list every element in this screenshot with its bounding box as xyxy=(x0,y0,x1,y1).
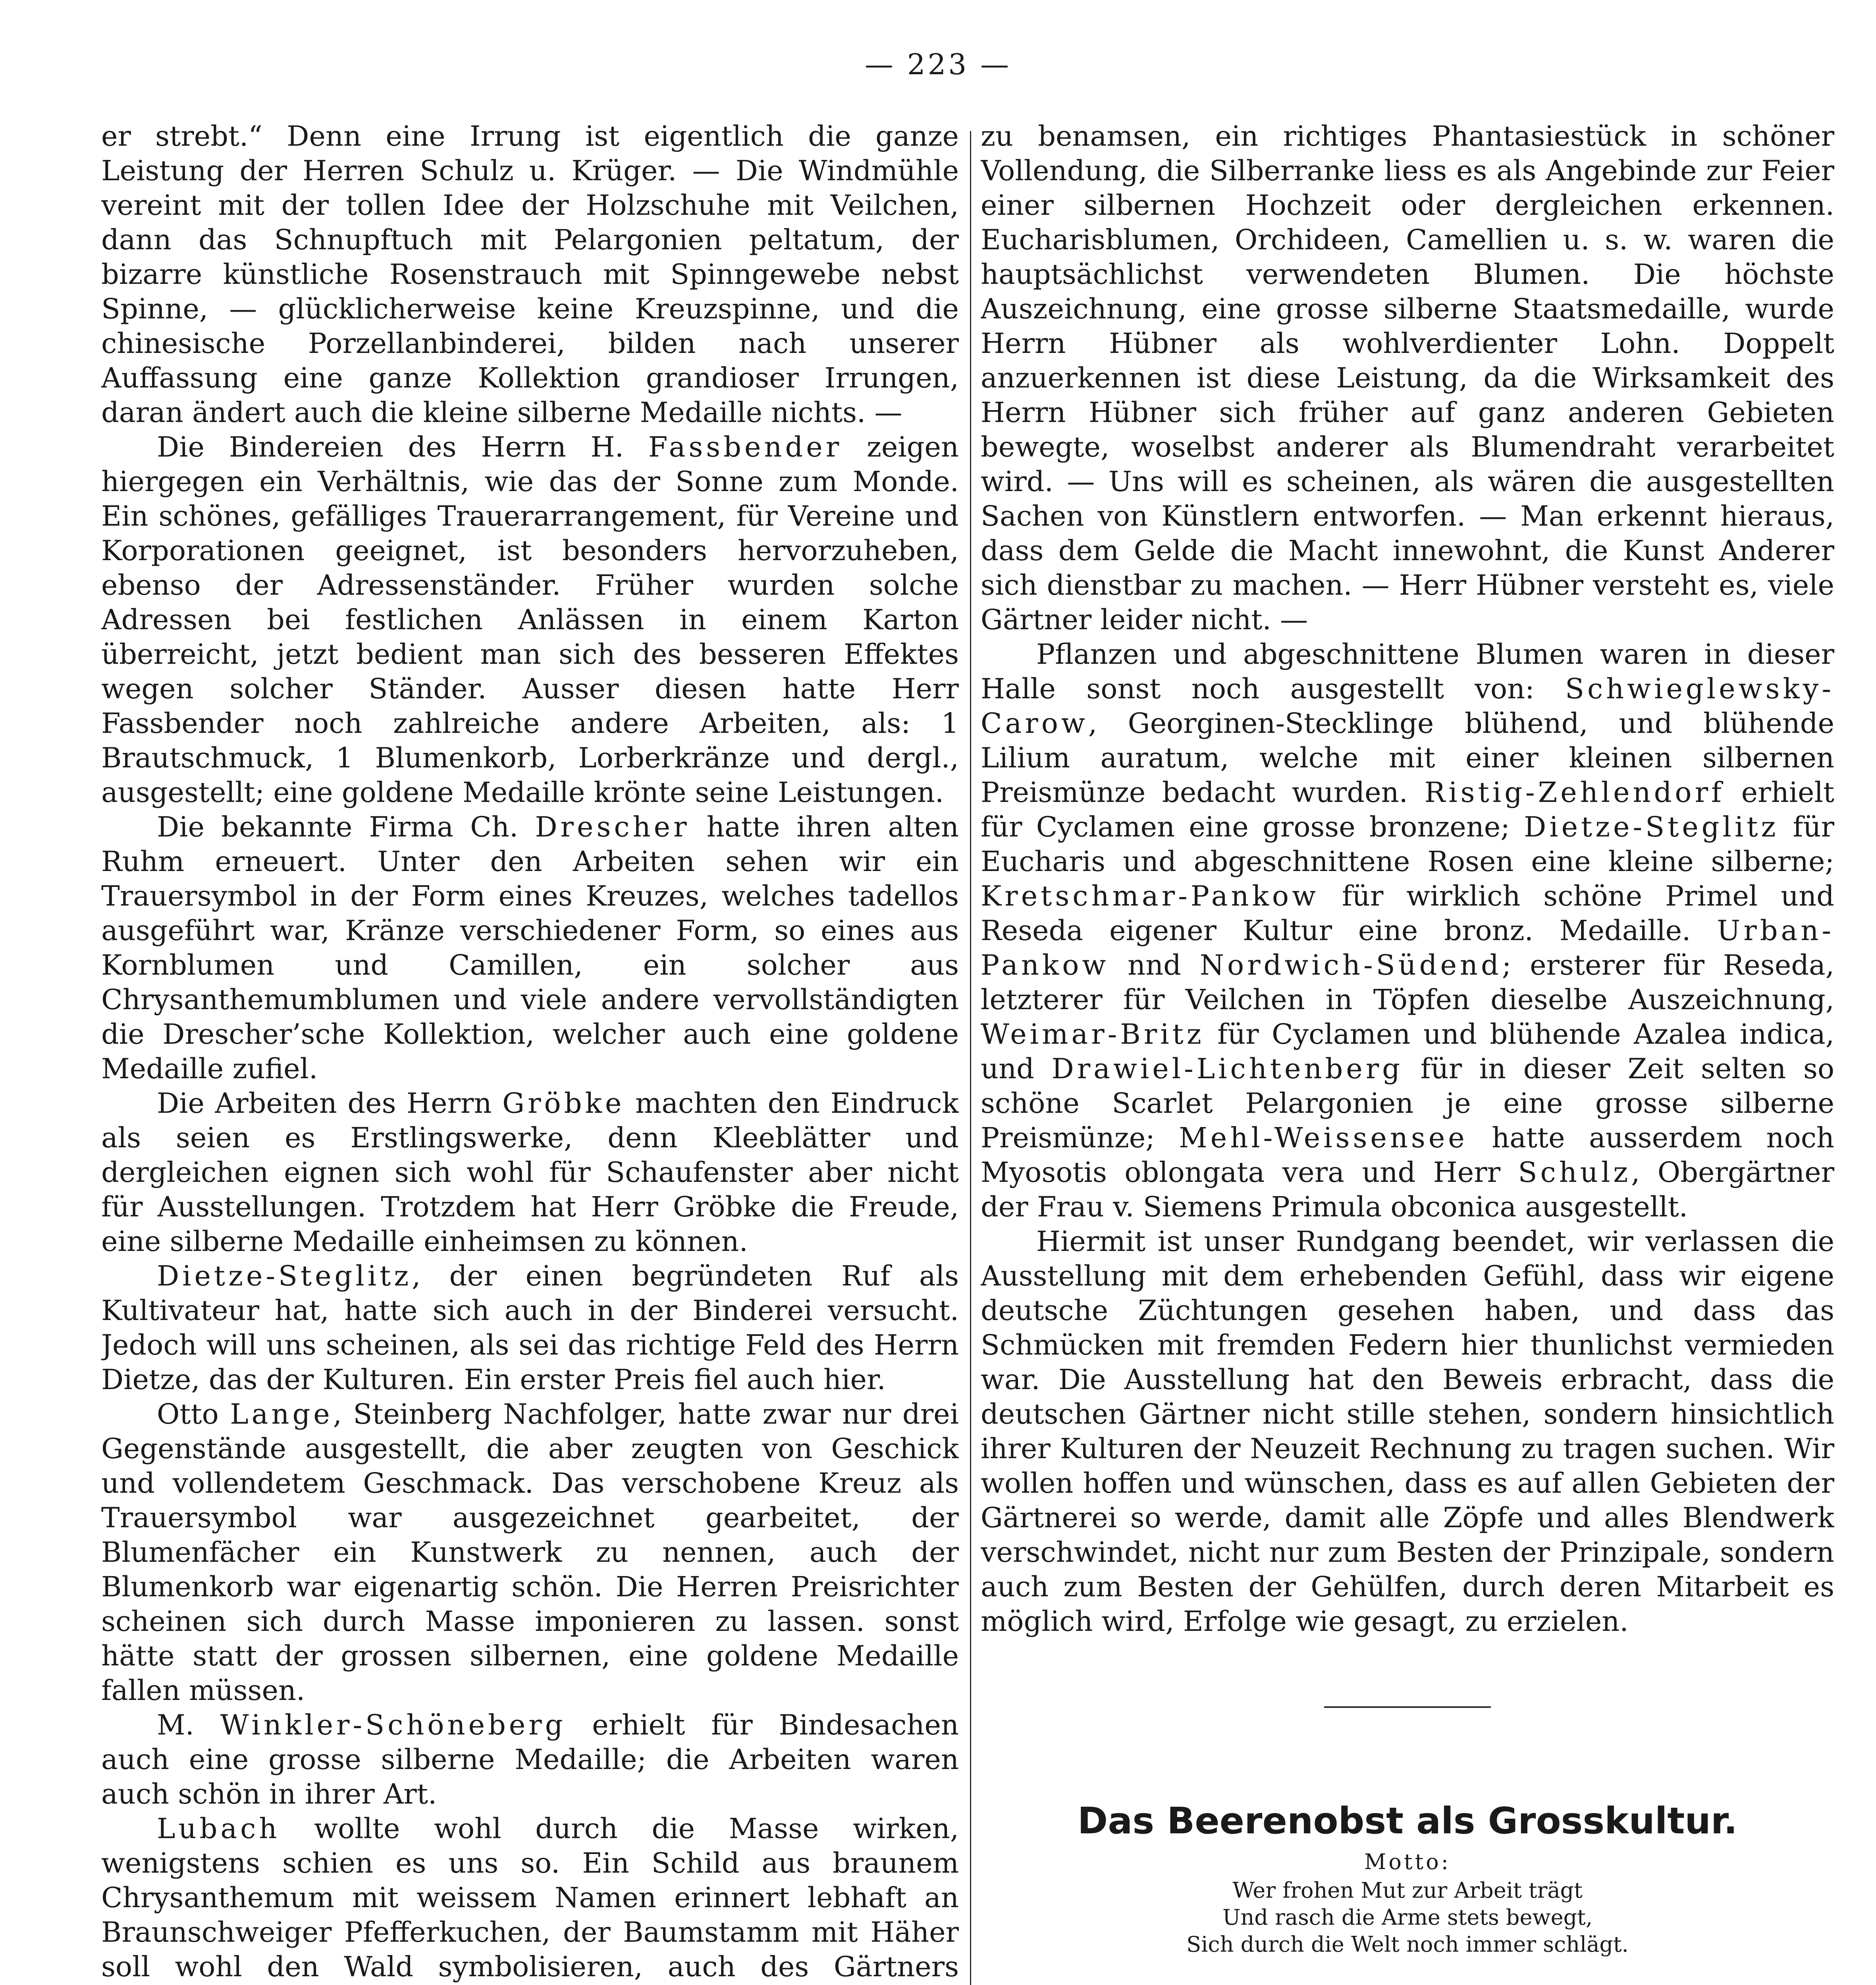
spaced-name: Winkler-Schöneberg xyxy=(220,1709,566,1741)
paragraph xyxy=(101,430,959,810)
page-number: — 223 — xyxy=(864,48,1012,81)
spaced-name: Kretschmar-Pankow xyxy=(981,880,1319,912)
paragraph xyxy=(101,1259,959,1397)
left-column xyxy=(101,119,959,1985)
text-run: wollte wohl durch die Masse wirken, wenigstens schien es uns so. Ein Schild aus braunem Chrysanthemum mit weissem Namen erinnert lebhaft an Braunschweiger Pfefferkuchen, der Baumstamm mit Häher soll wohl den Wald symbolisieren, auch des Gärtners xyxy=(101,1812,959,1983)
spaced-name: Weimar-Britz xyxy=(981,1018,1205,1050)
text-run: , Georginen-Stecklinge blühend, und blühende Lilium auratum, welche mit einer kleinen silbernen Preismünze bedacht wurden. xyxy=(981,707,1834,809)
paragraph xyxy=(101,1708,959,1812)
motto-lines xyxy=(981,1877,1834,1958)
text-run: erhielt für Cyclamen eine grosse bronzene; xyxy=(981,776,1834,843)
text-run: Hiermit ist unser Rundgang beendet, wir verlassen die Ausstellung mit dem erhebenden Gefühl, dass wir eigene deutsche Züchtungen gesehen haben, und dass das Schmücken mit fremden Federn hier thunlichst vermieden war. Die Ausstellung hat den Beweis erbracht, dass die deutschen Gärtner nicht stille stehen, sondern hinsichtlich ihrer Kulturen der Neuzeit Rechnung zu tragen suchen. Wir wollen hoffen und wünschen, dass es auf allen Gebieten der Gärtnerei so werde, damit alle Zöpfe und alles Blendwerk verschwindet, nicht nur zum Besten der Prinzipale, sondern auch zum Besten der Gehülfen, durch deren Mitarbeit es möglich wird, Erfolge wie gesagt, zu erzielen. xyxy=(981,1225,1834,1638)
paragraph xyxy=(981,119,1834,637)
motto-line: Und rasch die Arme stets bewegt, xyxy=(1222,1905,1593,1930)
text-run: , der einen begründeten Ruf als Kultivateur hat, hatte sich auch in der Binderei versucht. Jedoch will uns scheinen, als sei das richtige Feld des Herrn Dietze, das der Kulturen. Ein erster Preis fiel auch hier. xyxy=(101,1260,959,1396)
paragraph xyxy=(101,1812,959,1985)
spaced-name: Schulz xyxy=(1518,1156,1631,1189)
text-run: , Obergärtner der Frau v. Siemens Primula obconica ausgestellt. xyxy=(981,1156,1834,1223)
right-column-body xyxy=(981,119,1834,1639)
motto-line: Sich durch die Welt noch immer schlägt. xyxy=(1186,1932,1629,1957)
paragraph xyxy=(101,810,959,1086)
spaced-name: Lubach xyxy=(157,1812,280,1845)
column-divider xyxy=(970,131,971,1985)
text-run: für wirklich schöne Primel und Reseda eigener Kultur eine bronz. Medaille. xyxy=(981,880,1834,947)
text-run: für in dieser Zeit selten so schöne Scarlet Pelargonien je eine grosse silberne Preismünze; xyxy=(981,1052,1834,1154)
text-run: ; ersterer für Reseda, letzterer für Veilchen in Töpfen dieselbe Auszeichnung, xyxy=(981,949,1834,1016)
text-run: Pflanzen und abgeschnittene Blumen waren in dieser Halle sonst noch ausgestellt von: xyxy=(981,638,1834,705)
motto-label: Motto: xyxy=(1364,1849,1451,1874)
text-run: Die bekannte Firma Ch. xyxy=(157,811,535,843)
text-run: für Cyclamen und blühende Azalea indica, und xyxy=(981,1018,1834,1085)
spaced-name: Drescher xyxy=(535,811,690,843)
text-run: Otto xyxy=(157,1398,230,1430)
spaced-name: Nordwich-Südend xyxy=(1199,949,1502,981)
text-run: M. xyxy=(157,1709,220,1741)
text-run: machten den Eindruck als seien es Erstlingswerke, denn Kleeblätter und dergleichen eignen sich wohl für Schaufenster aber nicht für Ausstellungen. Trotzdem hat Herr Gröbke die Freude, eine silberne Medaille einheimsen zu können. xyxy=(101,1087,959,1258)
text-run: nnd xyxy=(1109,949,1200,981)
spaced-name: Mehl-Weissensee xyxy=(1179,1122,1468,1154)
motto-line: Wer frohen Mut zur Arbeit trägt xyxy=(1232,1878,1583,1903)
text-run: , Steinberg Nachfolger, hatte zwar nur drei Gegenstände ausgestellt, die aber zeugten von Geschick und vollendetem Geschmack. Das verschobene Kreuz als Trauersymbol war ausgezeichnet gearbeitet, der Blumenfächer ein Kunstwerk zu nennen, auch der Blumenkorb war eigenartig schön. Die Herren Preisrichter scheinen sich durch Masse imponieren zu lassen. sonst hätte statt der grossen silbernen, eine goldene Medaille fallen müssen. xyxy=(101,1398,959,1707)
section-title: Das Beerenobst als Grosskultur. xyxy=(1077,1800,1738,1842)
spaced-name: Schwieglewsky-Carow xyxy=(981,673,1834,740)
motto xyxy=(981,1848,1834,1958)
text-run: zeigen hiergegen ein Verhältnis, wie das der Sonne zum Monde. Ein schönes, gefälliges Trauerarrangement, für Vereine und Korporationen geeignet, ist besonders hervorzuheben, ebenso der Adressenständer. Früher wurden solche Adressen bei festlichen Anlässen in einem Karton überreicht, jetzt bedient man sich des besseren Effektes wegen solcher Ständer. Ausser diesen hatte Herr Fassbender noch zahlreiche andere Arbeiten, als: 1 Brautschmuck, 1 Blumenkorb, Lorberkränze und dergl., ausgestellt; eine goldene Medaille krönte seine Leistungen. xyxy=(101,431,959,809)
spaced-name: Fassbender xyxy=(648,431,843,463)
spaced-name: Dietze-Steglitz xyxy=(1524,811,1779,843)
text-run: Die Bindereien des Herrn H. xyxy=(157,431,648,463)
paragraph xyxy=(101,1086,959,1259)
paragraph xyxy=(981,1224,1834,1639)
text-run: er strebt.“ Denn eine Irrung ist eigentlich die ganze Leistung der Herren Schulz u. Krüger. — Die Windmühle vereint mit der tollen Idee der Holzschuhe mit Veilchen, dann das Schnupftuch mit Pelargonien peltatum, der bizarre künstliche Rosenstrauch mit Spinngewebe nebst Spinne, — glücklicherweise keine Kreuzspinne, und die chinesische Porzellanbinderei, bilden nach unserer Auffassung eine ganze Kollektion grandioser Irrungen, daran ändert auch die kleine silberne Medaille nichts. — xyxy=(101,120,959,429)
text-run: erhielt für Bindesachen auch eine grosse silberne Medaille; die Arbeiten waren auch schön in ihrer Art. xyxy=(101,1709,959,1810)
paragraph xyxy=(101,119,959,430)
section-separator-rule xyxy=(1324,1706,1491,1708)
spaced-name: Dietze-Steglitz xyxy=(157,1260,412,1292)
spaced-name: Urban-Pankow xyxy=(981,914,1834,981)
spaced-name: Lange xyxy=(230,1398,333,1430)
text-run: für Eucharis und abgeschnittene Rosen eine kleine silberne; xyxy=(981,811,1834,878)
paragraph xyxy=(101,1397,959,1708)
right-column xyxy=(981,119,1834,1985)
text-run: zu benamsen, ein richtiges Phantasiestück in schöner Vollendung, die Silberranke liess es als Angebinde zur Feier einer silbernen Hochzeit oder dergleichen erkennen. Eucharisblumen, Orchideen, Camellien u. s. w. waren die hauptsächlichst verwendeten Blumen. Die höchste Auszeichnung, eine grosse silberne Staatsmedaille, wurde Herrn Hübner als wohlverdienter Lohn. Doppelt anzuerkennen ist diese Leistung, da die Wirksamkeit des Herrn Hübner sich früher auf ganz anderen Gebieten bewegte, woselbst anderer als Blumendraht verarbeitet wird. — Uns will es scheinen, als wären die ausgestellten Sachen von Künstlern entworfen. — Man erkennt hieraus, dass dem Gelde die Macht innewohnt, die Kunst Anderer sich dienstbar zu machen. — Herr Hübner versteht es, viele Gärtner leider nicht. — xyxy=(981,120,1834,636)
text-run: Die Arbeiten des Herrn xyxy=(157,1087,503,1120)
text-run: hatte ausserdem noch Myosotis oblongata vera und Herr xyxy=(981,1122,1834,1189)
text-run: hatte ihren alten Ruhm erneuert. Unter den Arbeiten sehen wir ein Trauersymbol in der Form eines Kreuzes, welches tadellos ausgeführt war, Kränze verschiedener Form, so eines aus Kornblumen und Camillen, ein solcher aus Chrysanthemumblumen und viele andere vervollständigten die Drescher’sche Kollektion, welcher auch eine goldene Medaille zufiel. xyxy=(101,811,959,1085)
spaced-name: Gröbke xyxy=(502,1087,625,1120)
spaced-name: Ristig-Zehlendorf xyxy=(1424,776,1725,809)
spaced-name: Drawiel-Lichtenberg xyxy=(1051,1052,1403,1085)
paragraph xyxy=(981,637,1834,1224)
